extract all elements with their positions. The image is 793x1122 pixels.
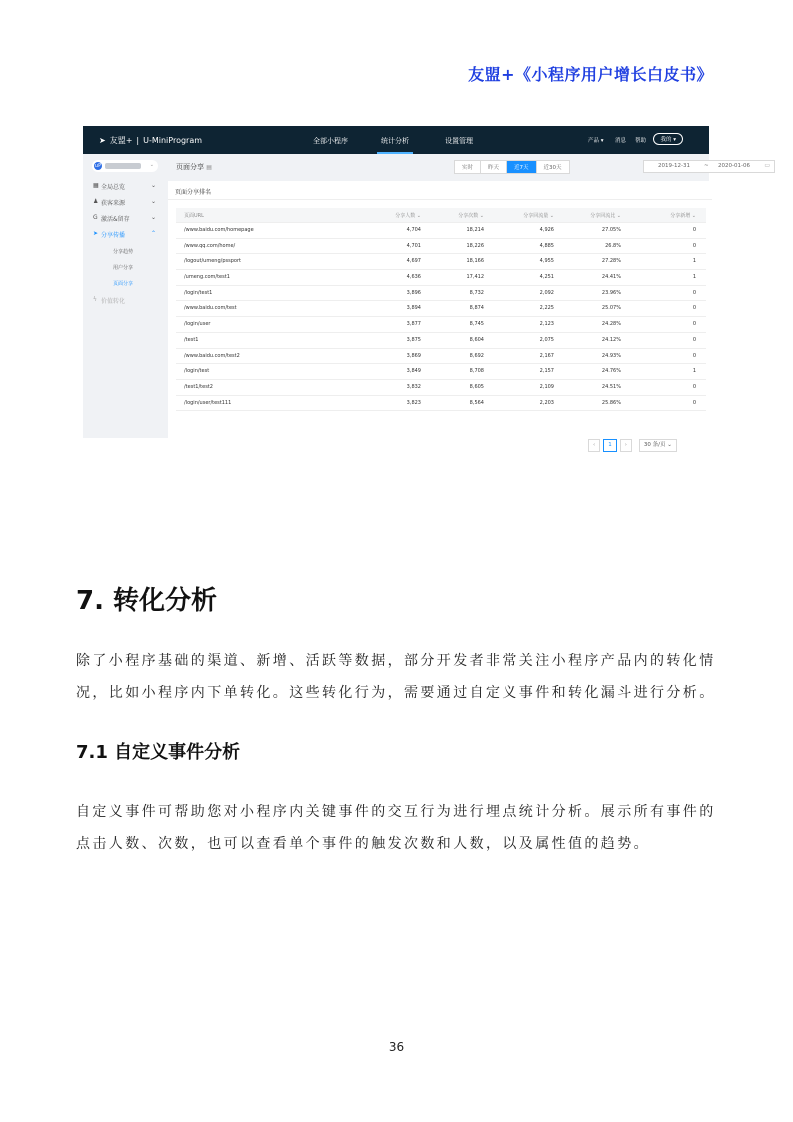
app-selector[interactable] bbox=[92, 160, 158, 172]
cell-value: 3,869 bbox=[406, 352, 421, 359]
column-header-new-users[interactable]: 分享新增 ⌄ bbox=[670, 213, 696, 219]
cell-value: 1 bbox=[692, 368, 696, 375]
my-account-button[interactable]: 我的 ▾ bbox=[653, 133, 683, 145]
cell-url: /www.baidu.com/test bbox=[184, 305, 237, 312]
date-range-picker[interactable] bbox=[643, 160, 775, 173]
calendar-icon: ▭ bbox=[764, 162, 770, 169]
sidebar-subitem-user-share[interactable]: 用户分享 bbox=[113, 265, 134, 271]
cell-value: 26.8% bbox=[605, 242, 621, 249]
table-row bbox=[176, 239, 706, 255]
cell-value: 4,697 bbox=[406, 258, 421, 265]
tab-last-30-days[interactable]: 近30天 bbox=[543, 165, 562, 171]
cell-url: /www.baidu.com/test2 bbox=[184, 352, 240, 359]
cell-value: 2,109 bbox=[539, 383, 554, 390]
sidebar-item-value[interactable]: ϟ 价值转化 bbox=[93, 296, 126, 305]
table-row bbox=[176, 333, 706, 349]
nav-statistics[interactable]: 统计分析 bbox=[381, 137, 409, 145]
cell-url: /login/test bbox=[184, 368, 210, 375]
cell-value: 27.28% bbox=[601, 258, 621, 265]
next-page-button[interactable]: › bbox=[620, 439, 632, 452]
cell-value: 4,955 bbox=[539, 258, 554, 265]
cell-value: 8,708 bbox=[469, 368, 484, 375]
cell-url: /login/user bbox=[184, 321, 211, 328]
prev-page-button[interactable]: ‹ bbox=[588, 439, 600, 452]
column-header-sharers[interactable]: 分享人数 ⌄ bbox=[395, 213, 421, 219]
cell-value: 24.28% bbox=[601, 321, 621, 328]
tab-realtime[interactable]: 实时 bbox=[455, 161, 481, 173]
cell-value: 3,823 bbox=[406, 399, 421, 406]
cell-value: 2,203 bbox=[539, 399, 554, 406]
activate-icon: G bbox=[93, 214, 98, 221]
cell-value: 3,896 bbox=[406, 289, 421, 296]
nav-messages[interactable]: 消息 bbox=[615, 138, 627, 144]
cell-url: /login/test1 bbox=[184, 289, 213, 296]
cell-value: 8,564 bbox=[469, 399, 484, 406]
sidebar-item-retention[interactable]: G 激活&留存 ⌄ bbox=[93, 214, 157, 223]
cell-value: 17,412 bbox=[466, 274, 484, 281]
cell-url: /login/user/test111 bbox=[184, 399, 232, 406]
table-row bbox=[176, 380, 706, 396]
page-number: 36 bbox=[388, 1040, 405, 1054]
cell-value: 4,885 bbox=[539, 242, 554, 249]
table-row bbox=[176, 270, 706, 286]
cell-value: 18,226 bbox=[466, 242, 484, 249]
cell-value: 0 bbox=[692, 383, 696, 390]
cell-value: 2,075 bbox=[539, 336, 554, 343]
cell-value: 3,875 bbox=[406, 336, 421, 343]
tab-yesterday[interactable]: 昨天 bbox=[481, 161, 507, 173]
cell-value: 4,926 bbox=[539, 227, 554, 233]
cell-value: 8,732 bbox=[469, 289, 484, 296]
sidebar-subitem-page-share[interactable]: 页面分享 bbox=[113, 281, 134, 287]
cell-value: 0 bbox=[692, 336, 696, 343]
top-navigation-bar bbox=[83, 126, 709, 154]
nav-all-miniprograms[interactable]: 全部小程序 bbox=[313, 137, 348, 145]
cell-value: 24.41% bbox=[601, 274, 621, 281]
date-start: 2019-12-31 bbox=[658, 163, 690, 169]
subsection-title: 7.1 自定义事件分析 bbox=[76, 742, 241, 763]
chevron-down-icon: ⌄ bbox=[151, 198, 157, 205]
share-ranking-table bbox=[176, 208, 706, 411]
nav-help[interactable]: 帮助 bbox=[635, 138, 647, 144]
chevron-up-icon: ⌃ bbox=[151, 230, 157, 237]
table-row bbox=[176, 396, 706, 412]
product-name: U-MiniProgram bbox=[143, 136, 203, 145]
cell-value: 24.76% bbox=[601, 368, 621, 375]
cell-value: 27.05% bbox=[601, 227, 621, 233]
cell-value: 4,701 bbox=[406, 242, 421, 249]
embedded-screenshot bbox=[83, 126, 770, 448]
cell-value: 0 bbox=[692, 227, 696, 233]
cell-value: 0 bbox=[692, 242, 696, 249]
sidebar-item-acquisition[interactable]: ♟ 获客来源 ⌄ bbox=[93, 198, 157, 207]
cell-value: 3,832 bbox=[406, 383, 421, 390]
cell-url: /test1/test2 bbox=[184, 383, 213, 390]
table-row bbox=[176, 301, 706, 317]
chevron-down-icon: ⌄ bbox=[151, 182, 157, 189]
value-icon: ϟ bbox=[93, 296, 97, 303]
cell-value: 2,092 bbox=[539, 289, 554, 296]
cell-value: 25.07% bbox=[601, 305, 621, 312]
cell-value: 25.86% bbox=[601, 399, 621, 406]
page-share-ranking-card bbox=[168, 181, 712, 457]
cell-value: 2,123 bbox=[539, 321, 554, 328]
cell-value: 2,167 bbox=[539, 352, 554, 359]
app-name-blurred bbox=[105, 163, 141, 169]
cell-value: 3,877 bbox=[406, 321, 421, 328]
cell-value: 24.12% bbox=[601, 336, 621, 343]
cell-value: 8,692 bbox=[469, 352, 484, 359]
cell-url: /logout/umeng/pssport bbox=[184, 258, 241, 265]
cell-url: /www.baidu.com/homepage bbox=[184, 227, 254, 233]
time-range-tabs bbox=[454, 160, 570, 174]
section-title: 7. 转化分析 bbox=[76, 586, 218, 616]
date-end: 2020-01-06 bbox=[718, 163, 750, 169]
cell-value: 4,704 bbox=[406, 227, 421, 233]
cell-value: 3,894 bbox=[406, 305, 421, 312]
grid-icon: ▦ bbox=[93, 182, 99, 189]
cell-value: 8,745 bbox=[469, 321, 484, 328]
pagination bbox=[588, 439, 677, 452]
cell-value: 8,604 bbox=[469, 336, 484, 343]
paragraph-custom-events: 自定义事件可帮助您对小程序内关键事件的交互行为进行埋点统计分析。展示所有事件的点击人数、次数，也可以查看单个事件的触发次数和人数，以及属性值的趋势。 bbox=[76, 804, 716, 852]
cell-value: 23.96% bbox=[601, 289, 621, 296]
paragraph-conversion-intro: 除了小程序基础的渠道、新增、活跃等数据，部分开发者非常关注小程序产品内的转化情况，比如小程序内下单转化。这些转化行为，需要通过自定义事件和转化漏斗进行分析。 bbox=[76, 653, 716, 701]
cell-value: 24.51% bbox=[601, 383, 621, 390]
brand-name: 友盟+ bbox=[109, 136, 133, 145]
sidebar-item-overview[interactable]: ▦ 全局总览 ⌄ bbox=[93, 182, 157, 191]
cell-value: 2,225 bbox=[539, 305, 554, 312]
page-title: 页面分享 ▤ bbox=[176, 163, 212, 171]
nav-products[interactable]: 产品 ▾ bbox=[588, 138, 604, 144]
card-title: 页面分享排名 bbox=[175, 189, 212, 196]
cell-value: 8,605 bbox=[469, 383, 484, 390]
brand-logo[interactable]: ➤ 友盟+ | U-MiniProgram bbox=[99, 136, 203, 145]
column-header-shares[interactable]: 分享次数 ⌄ bbox=[458, 213, 484, 219]
chevron-down-icon: ⌄ bbox=[149, 162, 154, 168]
table-row bbox=[176, 317, 706, 333]
cell-value: 24.93% bbox=[601, 352, 621, 359]
app-avatar: uP bbox=[94, 163, 102, 169]
share-icon: ➤ bbox=[93, 230, 99, 237]
page-size-select[interactable]: 30 条/页 ⌄ bbox=[639, 439, 677, 452]
cell-value: 1 bbox=[692, 258, 696, 265]
table-row bbox=[176, 286, 706, 302]
sidebar-item-share[interactable]: ➤ 分享传播 ⌃ bbox=[93, 230, 157, 239]
column-header-return-visits[interactable]: 分享回流量 ⌄ bbox=[523, 213, 554, 219]
date-separator: ~ bbox=[704, 163, 709, 169]
cell-value: 2,157 bbox=[539, 368, 554, 375]
cell-url: /test1 bbox=[184, 336, 199, 343]
users-icon: ♟ bbox=[93, 198, 99, 205]
cell-value: 0 bbox=[692, 352, 696, 359]
sidebar bbox=[83, 154, 165, 438]
paper-plane-icon: ➤ bbox=[99, 136, 106, 145]
table-row bbox=[176, 254, 706, 270]
tab-last-7-days[interactable]: 近7天 bbox=[507, 161, 537, 173]
cell-value: 0 bbox=[692, 289, 696, 296]
cell-value: 8,874 bbox=[469, 305, 484, 312]
cell-value: 4,251 bbox=[539, 274, 554, 281]
cell-value: 4,636 bbox=[406, 274, 421, 281]
page-number-button[interactable]: 1 bbox=[603, 439, 617, 452]
cell-value: 18,214 bbox=[466, 227, 484, 233]
document-header-title: 友盟+《小程序用户增长白皮书》 bbox=[468, 65, 713, 84]
cell-value: 0 bbox=[692, 321, 696, 328]
cell-value: 1 bbox=[692, 274, 696, 281]
cell-value: 0 bbox=[692, 399, 696, 406]
column-header-url: 页面URL bbox=[184, 213, 204, 219]
column-header-return-ratio[interactable]: 分享回流比 ⌄ bbox=[590, 213, 621, 219]
cell-url: /www.qq.com/home/ bbox=[184, 242, 236, 249]
cell-value: 18,166 bbox=[466, 258, 484, 265]
document-icon: ▤ bbox=[206, 164, 212, 171]
table-row bbox=[176, 223, 706, 239]
chevron-down-icon: ⌄ bbox=[151, 214, 157, 221]
cell-value: 0 bbox=[692, 305, 696, 312]
cell-value: 3,849 bbox=[406, 368, 421, 375]
cell-url: /umeng.com/test1 bbox=[184, 274, 230, 281]
sidebar-subitem-share-trend[interactable]: 分享趋势 bbox=[113, 249, 134, 255]
table-header-row bbox=[176, 208, 706, 223]
nav-settings[interactable]: 设置管理 bbox=[445, 137, 473, 145]
table-row bbox=[176, 349, 706, 365]
table-row bbox=[176, 364, 706, 380]
